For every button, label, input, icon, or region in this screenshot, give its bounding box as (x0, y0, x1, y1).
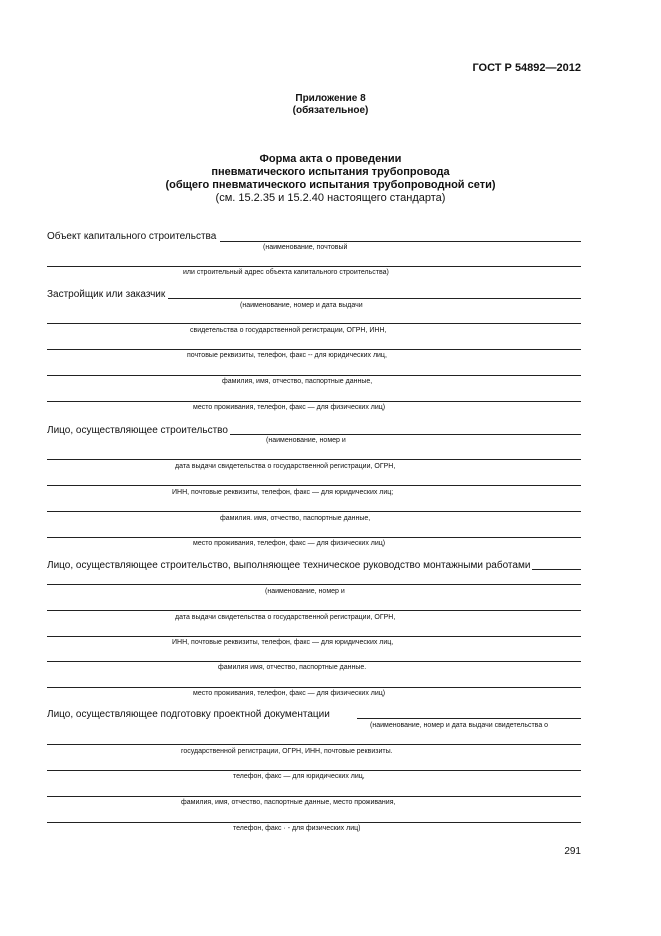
builder-label: Лицо, осуществляющее строительство (47, 425, 228, 436)
supervisor-hint-4: фамилия имя, отчество, паспортные данные. (218, 664, 367, 671)
form-title-line1: Форма акта о проведении (259, 153, 402, 165)
builder-hint-1: (наименование, номер и (266, 437, 346, 444)
builder-input-line-1[interactable] (230, 434, 581, 435)
standard-number: ГОСТ Р 54892—2012 (472, 62, 581, 74)
object-input-line[interactable] (220, 241, 581, 242)
developer-hint-3: почтовые реквизиты, телефон, факс -- для юридических лиц, (187, 352, 387, 359)
developer-hint-2: свидетельства о государственной регистрации, ОГРН, ИНН, (190, 327, 387, 334)
developer-input-line-4[interactable] (47, 375, 581, 376)
form-title (0, 153, 661, 205)
supervisor-input-line-1[interactable] (532, 569, 581, 570)
object-label: Объект капитального строительства (47, 231, 217, 242)
builder-input-line-5[interactable] (47, 537, 581, 538)
designer-hint-5: телефон, факс · - для физических лиц) (233, 825, 361, 832)
object-hint-1: (наименование, почтовый (263, 244, 348, 251)
annex-title: Приложение 8 (295, 93, 366, 104)
supervisor-input-line-6[interactable] (47, 687, 581, 688)
annex-heading (0, 93, 661, 117)
supervisor-hint-3: ИНН, почтовые реквизиты, телефон, факс — для юридических лиц, (172, 639, 394, 646)
developer-hint-4: фамилия, имя, отчество, паспортные данные, (222, 378, 373, 385)
designer-hint-2: государственной регистрации, ОГРН, ИНН, почтовые реквизиты. (181, 748, 393, 755)
supervisor-input-line-5[interactable] (47, 661, 581, 662)
builder-hint-2: дата выдачи свидетельства о государственной регистрации, ОГРН, (175, 463, 396, 470)
supervisor-label: Лицо, осуществляющее строительство, выполняющее техническое руководство монтажными работами (47, 560, 531, 571)
form-title-reference: (см. 15.2.35 и 15.2.40 настоящего стандарта) (215, 192, 446, 204)
developer-hint-1: (наименование, номер и дата выдачи (240, 302, 363, 309)
developer-label: Застройщик или заказчик (47, 289, 166, 300)
designer-label: Лицо, осуществляющее подготовку проектной документации (47, 709, 330, 720)
designer-input-line-2[interactable] (47, 744, 581, 745)
form-title-line3: (общего пневматического испытания трубопроводной сети) (165, 179, 496, 191)
designer-input-line-5[interactable] (47, 822, 581, 823)
supervisor-input-line-2[interactable] (47, 584, 581, 585)
designer-input-line-3[interactable] (47, 770, 581, 771)
developer-input-line-5[interactable] (47, 401, 581, 402)
object-input-line-2[interactable] (47, 266, 581, 267)
supervisor-input-line-3[interactable] (47, 610, 581, 611)
developer-input-line-3[interactable] (47, 349, 581, 350)
form-title-line2: пневматического испытания трубопровода (211, 166, 450, 178)
annex-status: (обязательное) (292, 105, 369, 116)
supervisor-hint-1: (наименование, номер и (265, 588, 345, 595)
supervisor-hint-2: дата выдачи свидетельства о государственной регистрации, ОГРН, (175, 614, 396, 621)
builder-hint-3: ИНН, почтовые реквизиты, телефон, факс — для юридических лиц; (172, 489, 394, 496)
builder-input-line-2[interactable] (47, 459, 581, 460)
builder-input-line-4[interactable] (47, 511, 581, 512)
builder-hint-5: место проживания, телефон, факс — для физических лиц) (193, 540, 386, 547)
object-hint-2: или строительный адрес объекта капитального строительства) (183, 269, 389, 276)
supervisor-input-line-4[interactable] (47, 636, 581, 637)
designer-hint-3: телефон, факс — для юридических лиц, (233, 773, 365, 780)
developer-input-line-2[interactable] (47, 323, 581, 324)
developer-hint-5: место проживания, телефон, факс — для физических лиц) (193, 404, 386, 411)
designer-input-line-1[interactable] (357, 718, 581, 719)
developer-input-line-1[interactable] (168, 298, 581, 299)
designer-input-line-4[interactable] (47, 796, 581, 797)
builder-hint-4: фамилия. имя, отчество, паспортные данные, (220, 515, 371, 522)
page-number: 291 (564, 846, 581, 857)
builder-input-line-3[interactable] (47, 485, 581, 486)
designer-hint-4: фамилия, имя, отчество, паспортные данные, место проживания, (181, 799, 396, 806)
supervisor-hint-5: место проживания, телефон, факс — для физических лиц) (193, 690, 386, 697)
designer-hint-1: (наименование, номер и дата выдачи свидетельства о (370, 722, 549, 729)
